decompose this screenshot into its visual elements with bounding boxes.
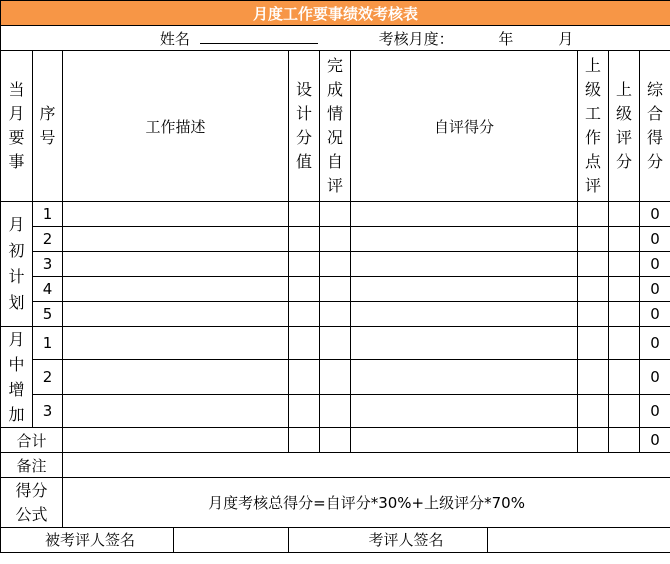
sheet-title: 月度工作要事绩效考核表 bbox=[1, 1, 670, 26]
reviewer-signature-label: 考评人签名 bbox=[289, 528, 488, 552]
header-score-value bbox=[289, 51, 320, 202]
remark-label: 备注 bbox=[1, 453, 63, 478]
formula-label bbox=[1, 478, 63, 528]
supervisor-comment-cell[interactable] bbox=[578, 227, 609, 252]
desc-cell[interactable] bbox=[63, 277, 289, 302]
reviewer-signature-field[interactable] bbox=[488, 528, 670, 552]
signature-cell bbox=[1, 528, 289, 553]
self-score-cell[interactable] bbox=[351, 277, 578, 302]
header-main-task bbox=[1, 51, 33, 202]
completion-cell[interactable] bbox=[320, 277, 351, 302]
month-unit-label: 月 bbox=[558, 29, 574, 48]
row-total: 0 bbox=[640, 302, 670, 327]
self-score-cell[interactable] bbox=[351, 327, 578, 360]
header-supervisor-comment-text: 上 级 工 作 点 评 bbox=[584, 56, 601, 195]
row-seq: 2 bbox=[33, 227, 63, 252]
table-row bbox=[1, 327, 670, 360]
table-row bbox=[1, 360, 670, 394]
formula-row bbox=[1, 478, 670, 528]
score-value-cell[interactable] bbox=[289, 360, 320, 394]
table-row bbox=[1, 277, 670, 302]
group-plan-label bbox=[1, 202, 33, 327]
name-label: 姓名 bbox=[159, 29, 190, 48]
self-score-cell[interactable] bbox=[351, 302, 578, 327]
header-desc: 工作描述 bbox=[63, 51, 289, 202]
supervisor-comment-cell[interactable] bbox=[578, 327, 609, 360]
supervisor-comment-cell[interactable] bbox=[578, 277, 609, 302]
supervisor-comment-cell[interactable] bbox=[578, 360, 609, 394]
year-label: 年 bbox=[498, 29, 514, 48]
desc-cell[interactable] bbox=[63, 360, 289, 394]
completion-cell[interactable] bbox=[320, 327, 351, 360]
score-value-cell[interactable] bbox=[289, 252, 320, 277]
header-seq-text: 序 号 bbox=[39, 104, 56, 147]
row-seq: 4 bbox=[33, 277, 63, 302]
score-value-cell[interactable] bbox=[289, 302, 320, 327]
score-value-cell[interactable] bbox=[289, 428, 320, 453]
supervisor-score-cell[interactable] bbox=[609, 227, 640, 252]
reviewer-signature-cell bbox=[289, 528, 670, 553]
completion-cell[interactable] bbox=[320, 227, 351, 252]
desc-cell[interactable] bbox=[63, 327, 289, 360]
row-total: 0 bbox=[640, 277, 670, 302]
supervisor-comment-cell[interactable] bbox=[578, 252, 609, 277]
desc-cell[interactable] bbox=[63, 202, 289, 227]
score-value-cell[interactable] bbox=[289, 227, 320, 252]
info-row bbox=[1, 26, 670, 51]
row-seq: 1 bbox=[33, 327, 63, 360]
supervisor-comment-cell[interactable] bbox=[578, 202, 609, 227]
header-self-score: 自评得分 bbox=[351, 51, 578, 202]
row-seq: 3 bbox=[33, 394, 63, 427]
row-total: 0 bbox=[640, 252, 670, 277]
header-completion-text: 完 成 情 况 自 评 bbox=[326, 56, 343, 195]
self-score-cell[interactable] bbox=[351, 394, 578, 427]
row-seq: 1 bbox=[33, 202, 63, 227]
desc-cell[interactable] bbox=[63, 394, 289, 427]
month-label: 考核月度： bbox=[378, 29, 454, 48]
header-total-score-text: 综 合 得 分 bbox=[647, 80, 664, 171]
name-input-line[interactable] bbox=[200, 29, 318, 44]
table-row bbox=[1, 302, 670, 327]
completion-cell[interactable] bbox=[320, 360, 351, 394]
sum-total: 0 bbox=[640, 428, 670, 453]
completion-cell[interactable] bbox=[320, 252, 351, 277]
group-plan-text: 月 初 计 划 bbox=[8, 215, 25, 312]
supervisor-score-cell[interactable] bbox=[609, 327, 640, 360]
supervisor-comment-cell[interactable] bbox=[578, 302, 609, 327]
self-score-cell[interactable] bbox=[351, 252, 578, 277]
formula-text: 月度考核总得分=自评分*30%+上级评分*70% bbox=[63, 478, 670, 528]
supervisor-score-cell[interactable] bbox=[609, 302, 640, 327]
table-row bbox=[1, 202, 670, 227]
header-supervisor-score bbox=[609, 51, 640, 202]
self-score-cell[interactable] bbox=[351, 227, 578, 252]
header-score-value-text: 设 计 分 值 bbox=[295, 80, 312, 171]
row-seq: 3 bbox=[33, 252, 63, 277]
employee-signature-label: 被考评人签名 bbox=[1, 528, 174, 552]
row-total: 0 bbox=[640, 202, 670, 227]
row-seq: 5 bbox=[33, 302, 63, 327]
desc-cell[interactable] bbox=[63, 302, 289, 327]
employee-signature-field[interactable] bbox=[174, 528, 288, 552]
score-value-cell[interactable] bbox=[289, 277, 320, 302]
supervisor-score-cell[interactable] bbox=[609, 252, 640, 277]
sum-label: 合计 bbox=[1, 428, 63, 453]
supervisor-comment-cell[interactable] bbox=[578, 394, 609, 427]
header-supervisor-score-text: 上 级 评 分 bbox=[615, 80, 632, 171]
self-score-cell[interactable] bbox=[351, 360, 578, 394]
score-value-cell[interactable] bbox=[289, 394, 320, 427]
supervisor-comment-cell[interactable] bbox=[578, 428, 609, 453]
header-completion bbox=[320, 51, 351, 202]
self-score-cell[interactable] bbox=[351, 202, 578, 227]
row-seq: 2 bbox=[33, 360, 63, 394]
supervisor-score-cell[interactable] bbox=[609, 428, 640, 453]
table-row bbox=[1, 252, 670, 277]
group-add-text: 月 中 增 加 bbox=[8, 330, 25, 424]
score-value-cell[interactable] bbox=[289, 202, 320, 227]
self-score-cell[interactable] bbox=[351, 428, 578, 453]
completion-cell[interactable] bbox=[320, 428, 351, 453]
supervisor-score-cell[interactable] bbox=[609, 360, 640, 394]
remark-row bbox=[1, 453, 670, 478]
completion-cell[interactable] bbox=[320, 394, 351, 427]
header-supervisor-comment bbox=[578, 51, 609, 202]
score-value-cell[interactable] bbox=[289, 327, 320, 360]
header-row bbox=[1, 51, 670, 202]
row-total: 0 bbox=[640, 227, 670, 252]
desc-cell[interactable] bbox=[63, 227, 289, 252]
header-seq bbox=[33, 51, 63, 202]
desc-cell[interactable] bbox=[63, 252, 289, 277]
completion-cell[interactable] bbox=[320, 202, 351, 227]
row-total: 0 bbox=[640, 394, 670, 427]
supervisor-score-cell[interactable] bbox=[609, 202, 640, 227]
group-add-label bbox=[1, 327, 33, 428]
completion-cell[interactable] bbox=[320, 302, 351, 327]
supervisor-score-cell[interactable] bbox=[609, 394, 640, 427]
table-row bbox=[1, 394, 670, 427]
row-total: 0 bbox=[640, 327, 670, 360]
formula-label-text: 得分 公式 bbox=[15, 480, 48, 524]
desc-cell[interactable] bbox=[63, 428, 289, 453]
header-total-score bbox=[640, 51, 670, 202]
header-main-task-text: 当 月 要 事 bbox=[8, 80, 25, 171]
remark-cell[interactable] bbox=[63, 453, 670, 478]
row-total: 0 bbox=[640, 360, 670, 394]
signature-row bbox=[1, 528, 670, 553]
table-row bbox=[1, 227, 670, 252]
supervisor-score-cell[interactable] bbox=[609, 277, 640, 302]
sum-row bbox=[1, 428, 670, 453]
